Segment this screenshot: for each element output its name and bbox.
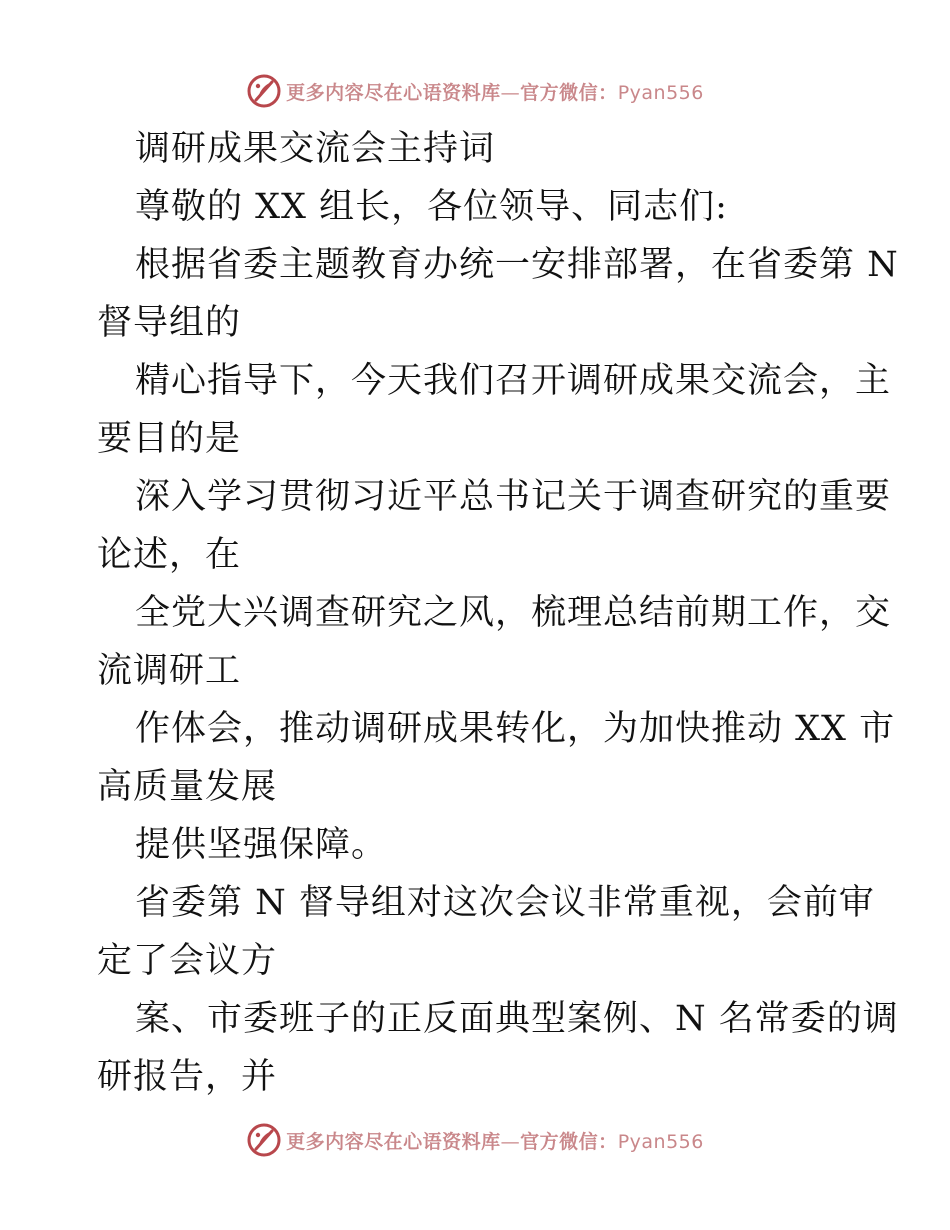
document-body (97, 120, 899, 1106)
salutation: 尊敬的 XX 组长，各位领导、同志们: (135, 187, 728, 227)
paragraph-line: 研报告，并 (97, 1057, 278, 1097)
paragraph-line: 根据省委主题教育办统一安排部署，在省委第 N (135, 245, 899, 285)
paragraph-line: 要目的是 (97, 419, 242, 459)
document-title: 调研成果交流会主持词 (135, 129, 496, 169)
paragraph-line: 流调研工 (97, 651, 242, 691)
paragraph-line: 省委第 N 督导组对这次会议非常重视，会前审 (135, 883, 875, 923)
paragraph-line: 提供坚强保障。 (135, 825, 388, 865)
paragraph-line: 督导组的 (97, 303, 242, 343)
header-watermark (0, 71, 950, 111)
paragraph-line: 定了会议方 (97, 941, 278, 981)
paragraph-line: 论述，在 (97, 535, 242, 575)
paragraph-line: 精心指导下，今天我们召开调研成果交流会，主 (135, 361, 892, 401)
feather-seal-icon (246, 73, 282, 109)
paragraph-line: 深入学习贯彻习近平总书记关于调查研究的重要 (135, 477, 892, 517)
footer-watermark (0, 1120, 950, 1160)
paragraph-line: 案、市委班子的正反面典型案例、N 名常委的调 (135, 999, 899, 1039)
feather-seal-icon (246, 1122, 282, 1158)
watermark-text: 更多内容尽在心语资料库—官方微信：Pyan556 (286, 81, 704, 104)
paragraph-line: 高质量发展 (97, 767, 278, 807)
paragraph-line: 全党大兴调查研究之风，梳理总结前期工作，交 (135, 593, 892, 633)
paragraph-line: 作体会，推动调研成果转化，为加快推动 XX 市 (135, 709, 896, 749)
watermark-text: 更多内容尽在心语资料库—官方微信：Pyan556 (286, 1130, 704, 1153)
